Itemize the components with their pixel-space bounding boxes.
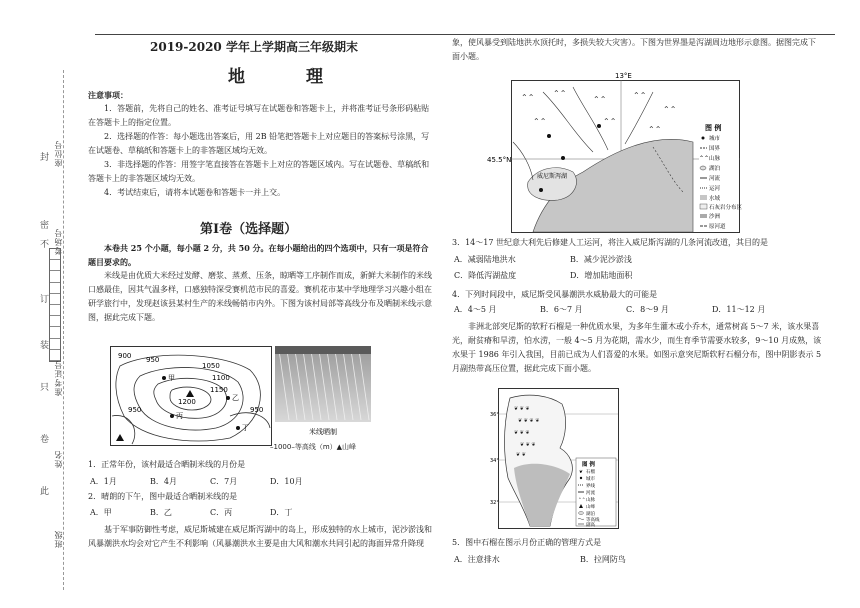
map3-legend-title: 图 例 [582,462,595,468]
contour-map-1 [110,346,272,446]
contour-label: 1200 [178,398,196,406]
map3-legend-item: 山峰 [586,505,595,510]
svg-text:❦ ❦ ❦ ❦: ❦ ❦ ❦ ❦ [518,418,540,424]
point-label: 甲 [168,374,175,382]
passage-2: 基于军事防御性考虑，威尼斯城建在威尼斯泻湖中的岛上，形成独特的水上城市，泥沙淤浅和风暴潮洪水均会对它产生不利影响（风暴潮洪水主要是由大风和潮水共同引起的海面异常升降现 [88,525,432,548]
map3-legend-item: 等高线 [586,518,600,523]
svg-text:❦ ❦ ❦: ❦ ❦ ❦ [514,430,530,436]
question-5 [452,536,822,550]
svg-text:⌃⌃: ⌃⌃ [533,117,547,126]
notice-block [88,88,433,200]
svg-text:⌃⌃: ⌃⌃ [578,498,586,503]
seal-char: 此 [40,487,50,497]
q1-option-c[interactable]: C．7月 [210,477,238,486]
q1-option-a[interactable]: A．1月 [90,477,117,486]
contour-label: 950 [250,406,264,414]
passage-1: 米线是由优质大米经过发酵、磨浆、蒸煮、压条，晾晒等工序制作而成，新鲜大米制作的米线口感最佳，因其气温多样，口感独特深受赛机范市民的喜爱。赛机花市某中学地理学习兴趣小组在研学旅行中，发现赵该县某村生产的米线畅销市内外。下图为该村局部等高线分布及晒制米线示意图，据此完成下题。 [88,271,432,322]
q1-option-b[interactable]: B．4月 [150,477,177,486]
question-5-stem: 5．图中石榴在图示月份正确的管理方式是 [452,538,602,547]
q2-option-a[interactable]: A．甲 [90,508,112,517]
lagoon-label: 威尼斯泻湖 [537,173,568,180]
question-1 [88,458,433,472]
svg-text:⌃⌃: ⌃⌃ [553,89,567,98]
map3-legend-item: 副高 [586,523,595,528]
lat-label: 32° [490,500,499,506]
passage-3-block [452,320,822,376]
map3-legend-item: 城市 [586,477,595,482]
q2-option-c[interactable]: C．丙 [210,508,233,517]
notice-item: 1．答题前，先将自己的姓名、准考证号填写在试题卷和答题卡上，并将准考证号条形码粘贴在答题卡上的指定位置。 [88,104,430,127]
q3-option-d[interactable]: D．增加陆地面积 [570,271,633,280]
contour-label: 1100 [212,374,230,382]
map2-legend-item: 原河道 [709,224,726,230]
svg-text:⌃⌃: ⌃⌃ [663,105,677,114]
question-2 [88,490,433,504]
notice-item: 4．考试结束后，请将本试题卷和答题卡一并上交。 [104,188,286,197]
seal-char: 封 [40,153,50,163]
contour-label: 1150 [210,386,228,394]
point-label: 乙 [232,394,239,402]
section-intro [88,241,433,325]
map2-legend-item: 国界 [709,146,721,152]
passage-3: 非洲北部突尼斯的软籽石榴是一种优质水果，为多年生灌木或小乔木，通常树高 5～7 米，该水果喜光，耐贫瘠和旱涝，怕水涝，一般 4～5 月为花期，需水少，而生育季节需要水较多，9～10 月成熟，该水果于 1986 年引入我国，目前已成为人们喜爱的水果。如图示意突尼斯软籽石榴分布，图中阴影表示 5 月副热带高压位置，据此完成下面小题。 [452,322,822,373]
venice-lagoon-map [487,72,749,234]
exam-title: 2019-2020 学年上学期高三年级期末 [150,40,358,54]
q4-option-a[interactable]: A．4～5 月 [454,305,497,314]
svg-text:❦: ❦ [579,470,583,475]
section-title: 第Ⅰ卷（选择题） [200,222,298,237]
question-4-stem: 4．下列时间段中，威尼斯受风暴潮洪水威胁最大的可能是 [452,290,658,299]
name-label: 姓名 [54,450,63,468]
map3-legend-item: 河流 [586,491,595,496]
svg-text:❦ ❦ ❦: ❦ ❦ ❦ [520,442,536,448]
noodle-drying-photo [275,346,371,441]
q5-option-b[interactable]: B．拉网防鸟 [580,555,626,564]
point-label: 丁 [242,424,249,432]
question-3 [452,236,822,250]
passage-2-block [88,523,433,551]
q1-option-d[interactable]: D．10月 [270,477,303,486]
header-rule [95,34,835,35]
svg-text:⌃⌃: ⌃⌃ [521,93,535,102]
map2-legend-item: 石灰岩分布区 [709,205,743,211]
map2-legend-item: 沙洲 [709,214,721,220]
notice-heading: 注意事项： [88,90,128,100]
question-3-stem: 3．14～17 世纪意大利先后修建人工运河，将注入威尼斯泻湖的几条河流改道，其目的是 [452,238,768,247]
map2-legend-item: 河流 [709,176,721,182]
q3-option-a[interactable]: A．减弱陆地洪水 [454,255,516,264]
q5-option-a[interactable]: A．注意排水 [454,555,500,564]
map3-legend-item: 界线 [586,484,595,489]
map2-legend-title: 图 例 [705,124,722,132]
svg-text:⌃⌃: ⌃⌃ [633,91,647,100]
q4-option-c[interactable]: C．8～9 月 [626,305,669,314]
q2-option-d[interactable]: D．丁 [270,508,293,517]
map2-legend-item: 城市 [709,136,721,142]
q2-option-b[interactable]: B．乙 [150,508,172,517]
seal-char: 卷 [40,435,50,445]
svg-text:❦ ❦ ❦: ❦ ❦ ❦ [514,406,530,412]
contour-label: 900 [118,352,132,360]
map3-legend-item: 山脉 [586,498,595,503]
svg-text:⌃⌃: ⌃⌃ [603,117,617,126]
tunisia-pomegranate-map [490,388,620,530]
longitude-label: 13°E [615,72,632,80]
svg-text:⌃⌃: ⌃⌃ [593,95,607,104]
contour-label: 1050 [202,362,220,370]
photo-caption: 米线晒制 [309,428,337,436]
map1-legend: –1000–等高线（m）▲山峰 [270,443,357,451]
lat-label: 36° [490,412,499,418]
svg-text:❦ ❦: ❦ ❦ [516,452,526,458]
passage-2-continued-block [452,36,822,64]
map2-legend-item: 运河 [709,186,721,192]
seal-char: 只 [40,383,50,393]
question-1-stem: 1．正常年份，该村最适合晒制米线的月份是 [88,460,246,469]
map2-legend-item: 湖泊 [709,166,721,172]
map3-legend-item: 石榴 [586,470,595,475]
q4-option-b[interactable]: B．6～7 月 [540,305,583,314]
passage-2-continued: 象，使风暴受到陆地洪水顶托时，多损失较大灾害）。下图为世界墨是泻湖周边地形示意图。据图完成下面小题。 [452,38,816,61]
svg-text:⌃⌃: ⌃⌃ [648,125,662,134]
contour-label: 950 [128,406,142,414]
q3-option-b[interactable]: B．减少泥沙淤浅 [570,255,632,264]
question-2-stem: 2．晴朗的下午，图中最适合晒制米线的是 [88,492,238,501]
notice-item: 3．非选择题的作答：用签字笔直接答在答题卡上对应的答题区域内。写在试题卷、草稿纸和答题卡上的非答题区域均无效。 [88,160,430,183]
seal-char: 密 [40,221,50,231]
seat-number-label: 座位号 [54,140,63,167]
map3-legend-item: 湖泊 [586,512,595,517]
map2-legend-item: 水域 [709,196,721,202]
notice-item: 2．选择题的作答：每小题选出答案后，用 2B 铅笔把答题卡上对应题目的答案标号涂黑，写在试题卷、草稿纸和答题卡上的非答题区域均无效。 [88,132,430,155]
class-label: 班级 [54,530,63,548]
seal-char: 装 [40,341,50,351]
exam-number-boxes[interactable] [49,248,61,362]
latitude-label: 45.5°N [487,156,512,164]
point-label: 丙 [176,412,183,420]
lat-label: 34° [490,458,499,464]
seal-char: 订 [40,295,50,305]
contour-label: 950 [146,356,160,364]
exam-room-label: 考场号 [54,228,63,255]
q3-option-c[interactable]: C．降低泻湖盐度 [454,271,517,280]
question-4 [452,288,822,302]
section-intro-text: 本卷共 25 个小题，每小题 2 分，共 50 分。在每小题给出的四个选项中，只有一项是符合题目要求的。 [88,243,429,267]
q4-option-d[interactable]: D．11～12 月 [712,305,766,314]
subject-title: 地 理 [228,67,345,87]
svg-text:⌃⌃: ⌃⌃ [699,155,710,162]
admission-number-label: 准考证号 [54,360,63,396]
seal-char: 不 [40,240,50,250]
map2-legend-item: 山脉 [709,156,721,162]
